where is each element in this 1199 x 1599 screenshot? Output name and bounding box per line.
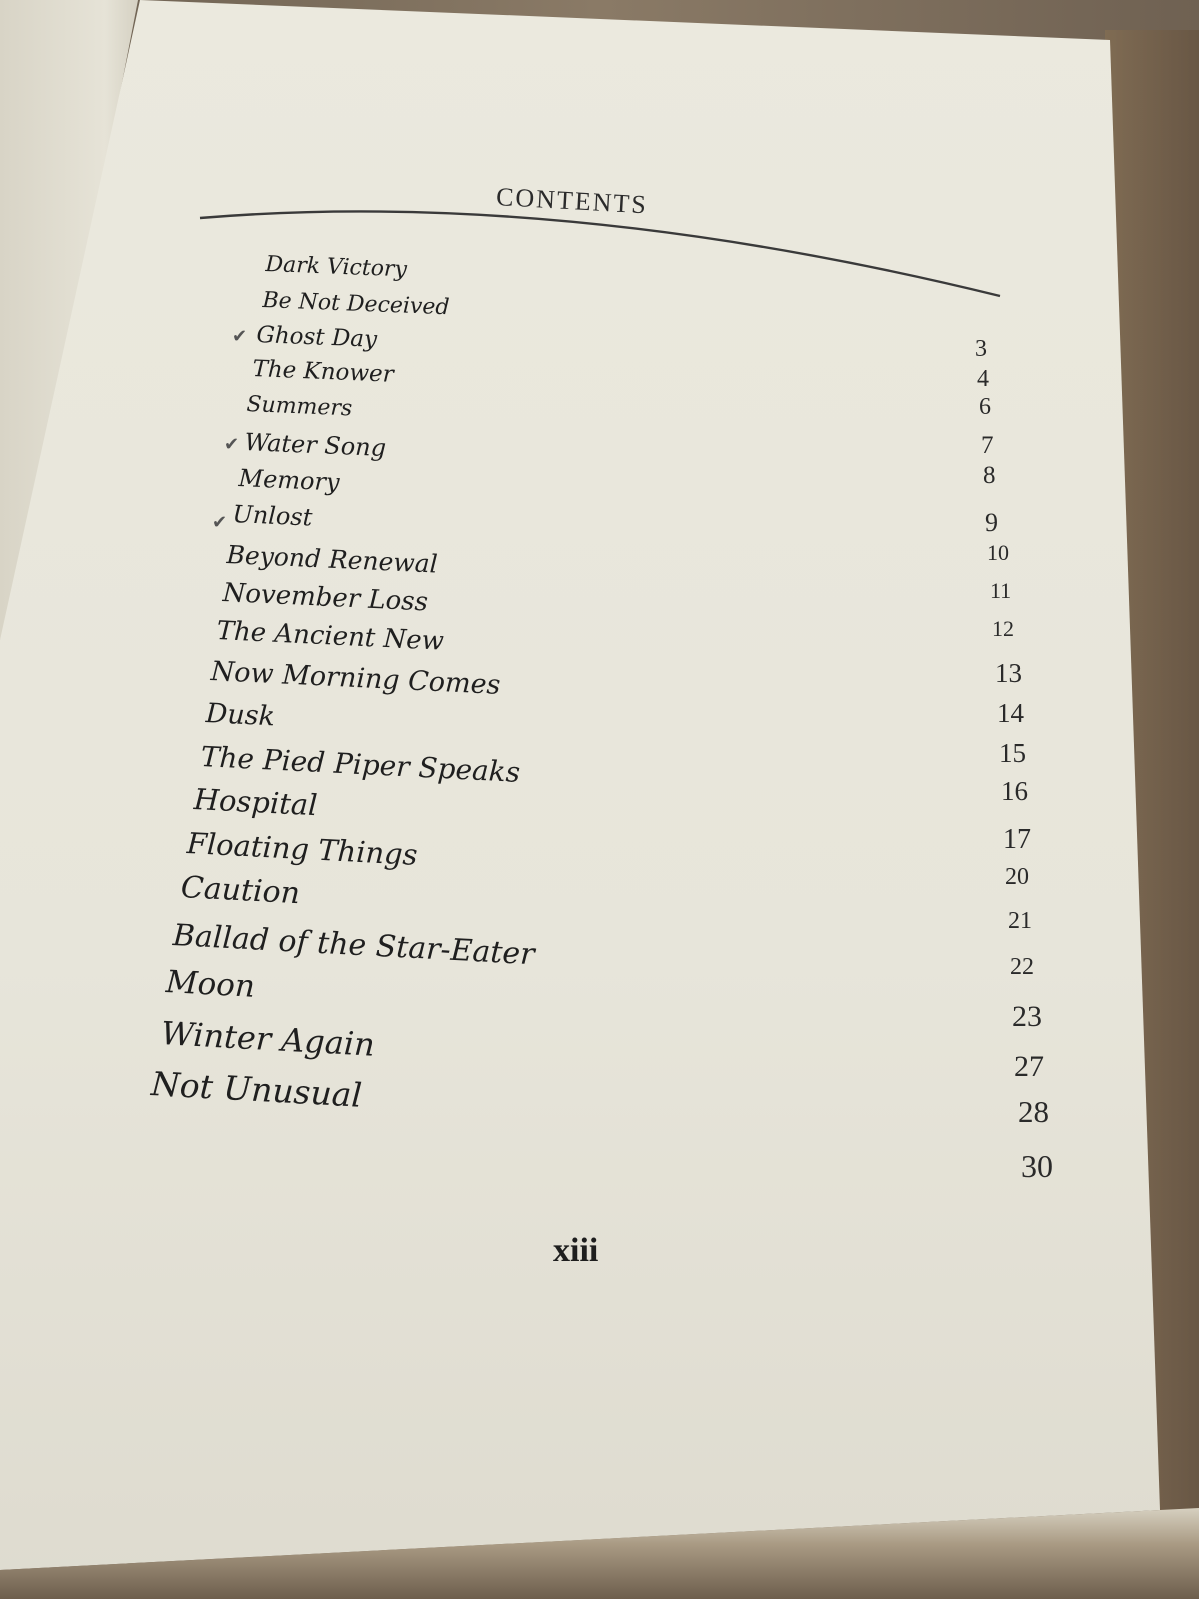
toc-entry-page: 14 [997,698,1024,728]
toc-entry-page: 13 [995,658,1022,688]
page-folio: xiii [553,1232,599,1269]
toc-entry-title: Summers [246,392,353,422]
toc-entry-title: Dusk [205,698,276,733]
toc-entry-page: 15 [999,738,1026,768]
toc-entry-title: Not Unusual [150,1064,364,1115]
toc-entry-page: 6 [979,394,991,420]
toc-entry-title: Unlost [232,500,313,532]
toc-entry-page: 30 [1021,1148,1053,1184]
toc-entry-title: The Ancient New [216,616,445,657]
toc-entry-page: 11 [990,578,1012,603]
toc-entry-title: November Loss [222,578,429,618]
toc-entry-title: Ghost Day [256,322,378,353]
toc-entry-page: 23 [1012,1000,1042,1033]
toc-entry-title: The Pied Piper Speaks [200,740,521,789]
contents-heading: CONTENTS [495,182,649,220]
toc-entry-page: 12 [992,616,1014,641]
toc-entry-page: 22 [1010,954,1034,980]
toc-entry-page: 8 [983,462,996,489]
toc-entry-page: 7 [981,432,994,459]
toc-entry-title: Water Song [244,428,387,463]
toc-entry-page: 28 [1018,1094,1049,1129]
toc-entry-title: Memory [238,464,341,497]
pencil-check-mark: ✔ [224,434,240,455]
toc-entry-page: 16 [1001,776,1028,806]
pencil-check-mark: ✔ [212,512,228,533]
toc-entry-title: Caution [180,870,301,912]
toc-entry-title: Floating Things [186,826,419,872]
toc-entry-title: Winter Again [160,1014,376,1064]
toc-entry-title: Beyond Renewal [226,540,439,579]
toc-entry-page: 27 [1014,1050,1044,1083]
pencil-check-mark: ✔ [232,326,248,347]
toc-entry-page: 10 [987,540,1009,565]
toc-entry-title: Now Morning Comes [210,656,502,701]
toc-entry-page: 21 [1008,908,1032,934]
toc-entry-title: Be Not Deceived [262,288,450,321]
toc-entry-page: 3 [975,336,987,362]
toc-entry-page: 17 [1003,824,1031,855]
toc-entry-title: Moon [165,964,256,1005]
toc-entry-page: 9 [985,508,998,537]
toc-entry-title: The Knower [252,356,395,388]
toc-entry-title: Hospital [193,782,319,823]
toc-entry-title: Ballad of the Star-Eater [172,918,536,973]
toc-entry-page: 20 [1005,864,1029,890]
toc-entry-page: 4 [977,366,989,392]
toc-entry-title: Dark Victory [265,252,408,283]
